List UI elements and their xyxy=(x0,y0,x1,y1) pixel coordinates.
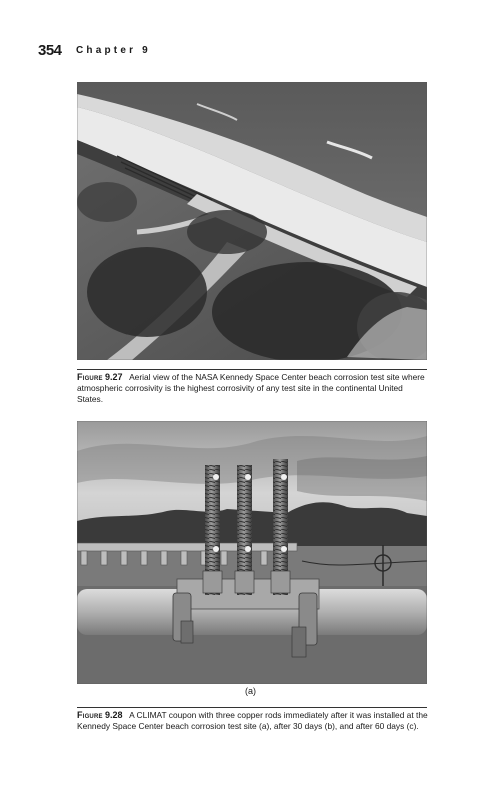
figure-label: Figure xyxy=(77,710,103,720)
chapter-title: Chapter 9 xyxy=(76,45,151,56)
caption-text: A CLIMAT coupon with three copper rods immediately after it was installed at the Kennedy Space Center beach corrosion test site (a), after 30 days (b), and after 60 days (c). xyxy=(77,710,428,732)
page-number: 354 xyxy=(38,42,62,59)
figure-9-27-caption xyxy=(77,372,429,406)
caption-rule xyxy=(77,707,427,708)
climat-coupon-photo xyxy=(77,421,427,684)
figure-number: 9.28 xyxy=(105,710,123,720)
caption-text: Aerial view of the NASA Kennedy Space Center beach corrosion test site where atmospheric corrosivity is the highest corrosivity of any test site in the continental United States. xyxy=(77,372,425,405)
caption-rule xyxy=(77,369,427,370)
figure-label: Figure xyxy=(77,372,103,382)
subfigure-label-a: (a) xyxy=(245,686,256,696)
figure-9-28-caption xyxy=(77,710,429,732)
figure-number: 9.27 xyxy=(105,372,123,382)
aerial-beach-test-site-photo xyxy=(77,82,427,360)
